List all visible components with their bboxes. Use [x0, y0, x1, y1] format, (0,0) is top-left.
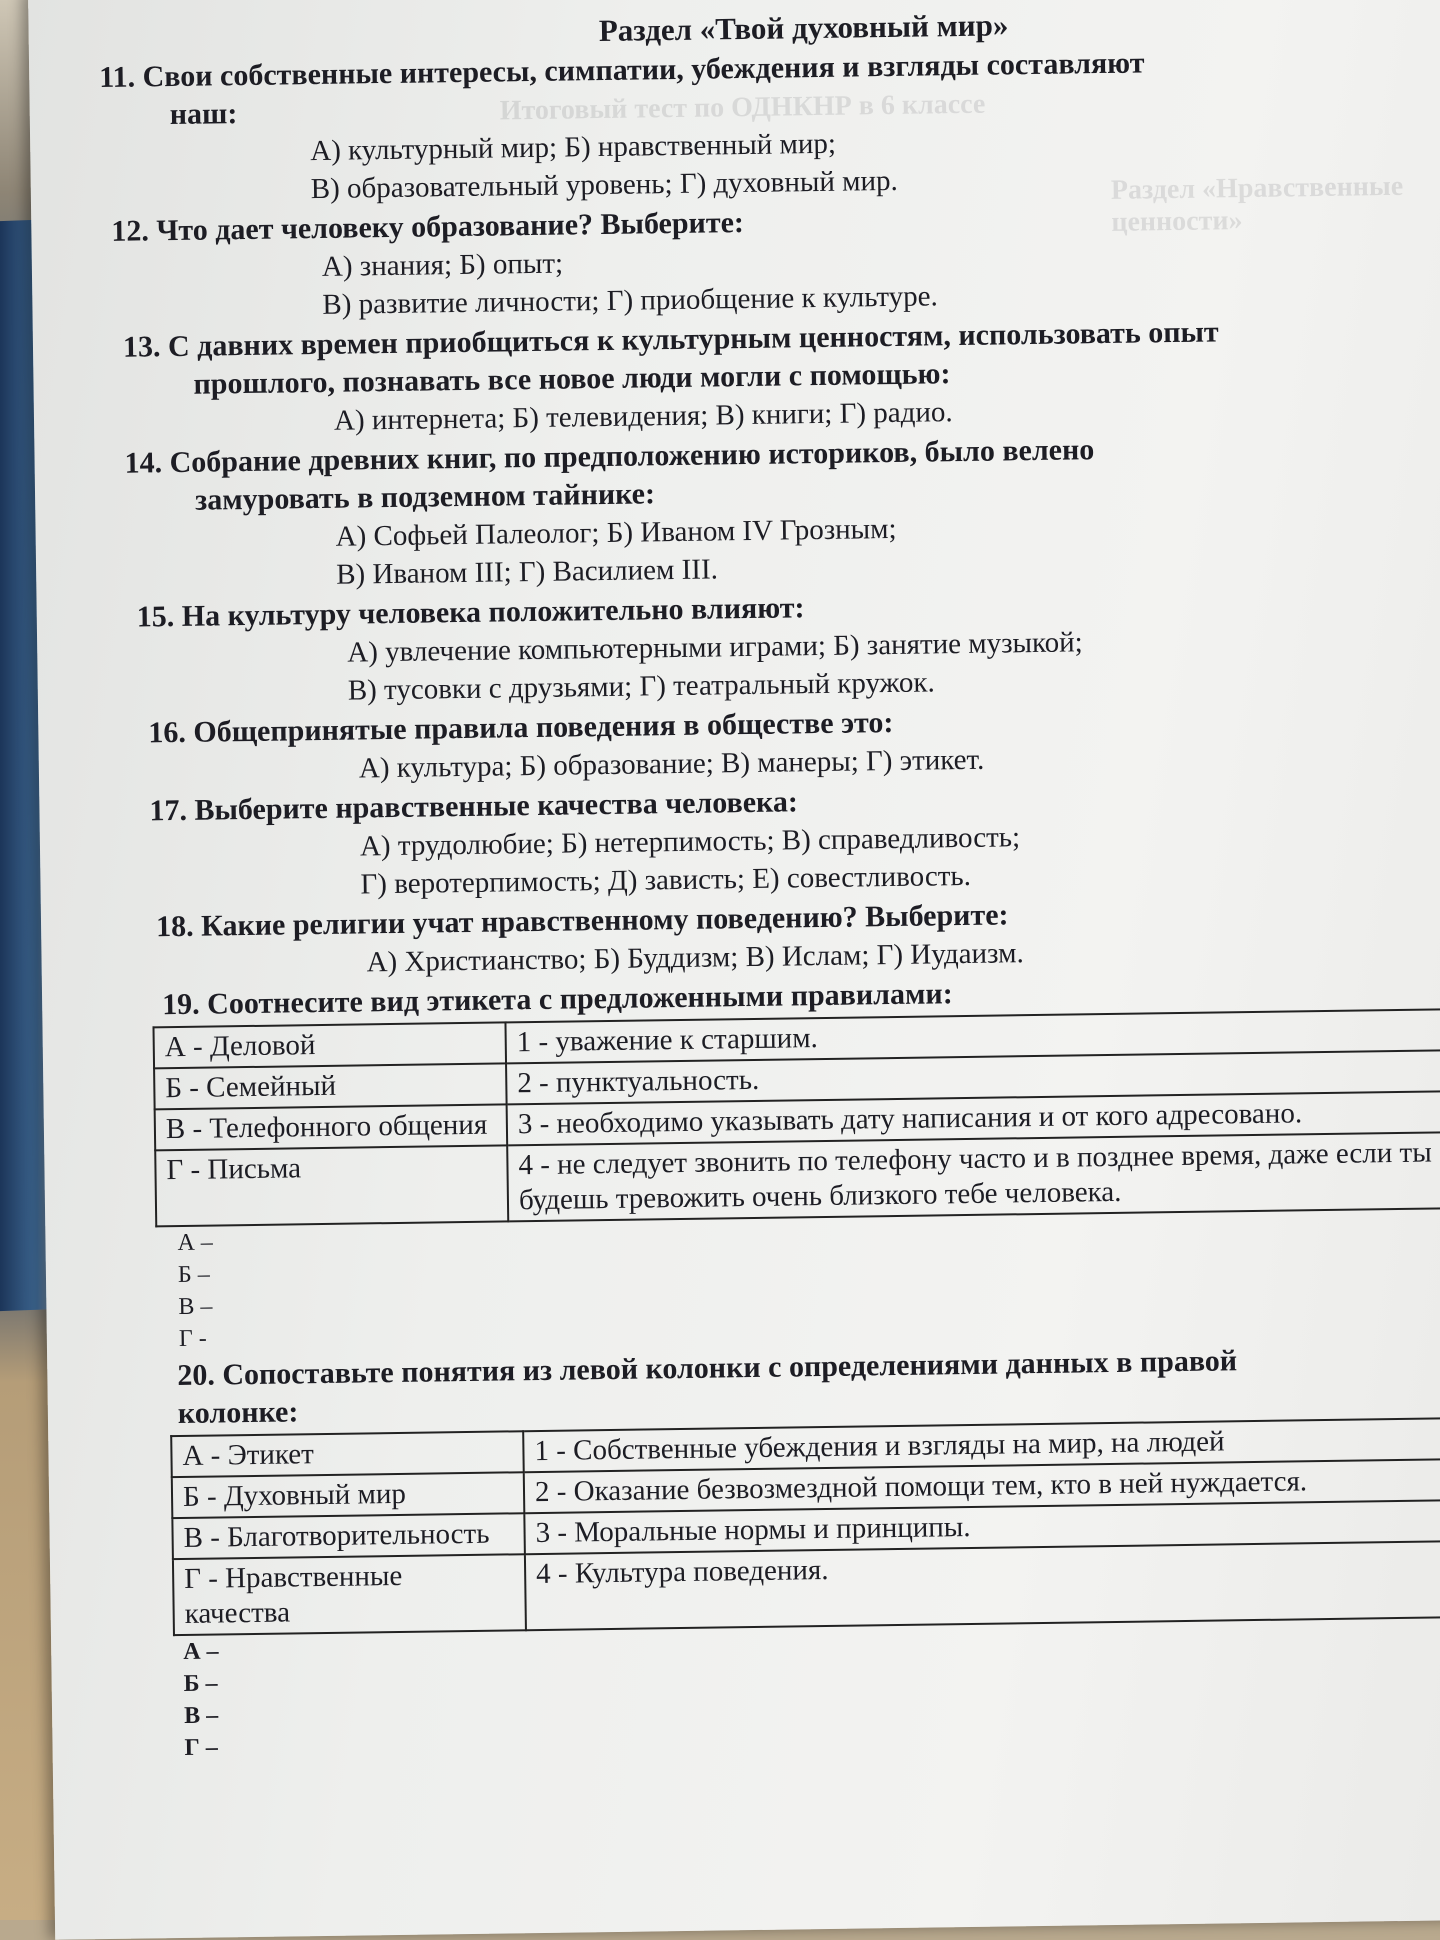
answer-options: А) знания; Б) опыт; — [321, 247, 564, 283]
answer-lines-20 — [121, 1618, 1440, 1765]
right-cell: 2 - пунктуальность. — [506, 1050, 1440, 1104]
left-cell: Г - Нравственные качества — [173, 1554, 526, 1635]
matching-table-19 — [152, 1008, 1440, 1227]
answer-line[interactable]: А – — [183, 1638, 219, 1665]
question-text: Сопоставьте понятия из левой колонки с определениями данных в правой — [222, 1344, 1238, 1392]
right-cell: 1 - уважение к старшим. — [505, 1009, 1440, 1063]
bleed-through-heading: Раздел «Нравственные ценности» — [1110, 170, 1404, 238]
question-block — [101, 194, 1432, 327]
answer-options: В) Иваном III; Г) Василием III. — [335, 553, 719, 591]
answer-options: В) развитие личности; Г) приобщение к культуре. — [322, 280, 938, 321]
question-text-cont: прошлого, познавать все новое люди могли с помощью: — [193, 357, 951, 401]
left-cell: В - Благотворительность — [172, 1513, 525, 1559]
question-number: 19. — [161, 987, 200, 1022]
answer-line[interactable]: Г – — [184, 1734, 219, 1761]
question-text: Какие религии учат нравственному поведению? Выберите: — [200, 898, 1009, 943]
answer-options: А) Софьей Палеолог; Б) Иваном IV Грозным; — [335, 512, 897, 553]
question-block — [99, 40, 1431, 211]
question-text-cont: колонке: — [177, 1395, 299, 1431]
answer-options: А) увлечение компьютерными играми; Б) занятие музыкой; — [347, 626, 1083, 669]
question-block — [104, 426, 1436, 597]
question-number: 15. — [136, 600, 175, 634]
question-text: Соотнесите вид этикета с предложенными правилами: — [206, 977, 953, 1021]
answer-options: А) культура; Б) образование; В) манеры; Г) этикет. — [358, 743, 985, 785]
question-number: 18. — [155, 909, 194, 944]
question-text: Собрание древних книг, по предположению историков, было велено — [169, 433, 1095, 480]
question-text-cont: замуровать в подземном тайнике: — [194, 477, 656, 517]
answer-options: А) культурный мир; Б) нравственный мир; — [310, 127, 837, 168]
answer-options: В) образовательный уровень; Г) духовный мир. — [310, 164, 898, 206]
right-cell: 3 - Моральные нормы и принципы. — [524, 1500, 1440, 1554]
question-block — [107, 580, 1438, 713]
question-number: 20. — [177, 1358, 216, 1393]
matching-table-20 — [170, 1417, 1440, 1636]
question-text: Что дает человеку образование? Выберите: — [156, 206, 745, 248]
answer-line[interactable]: А – — [177, 1229, 214, 1257]
answer-options: А) Христианство; Б) Буддизм; В) Ислам; Г) Иудаизм. — [366, 937, 1024, 979]
question-text: Общепринятые правила поведения в обществе это: — [193, 705, 894, 749]
bleed-through-title: Итоговый тест по ОДНКНР в 6 классе — [499, 88, 986, 127]
question-text: На культуру человека положительно влияют: — [181, 591, 805, 633]
right-cell: 3 - необходимо указывать дату написания и от кого адресовано. — [507, 1091, 1440, 1145]
answer-line[interactable]: Г - — [178, 1325, 207, 1353]
left-cell: В - Телефонного общения — [155, 1104, 508, 1150]
section-title: Раздел «Твой духовный мир» — [598, 7, 1009, 49]
answer-lines-19 — [115, 1209, 1440, 1356]
question-text: Выберите нравственные качества человека: — [194, 785, 799, 827]
test-sheet — [28, 0, 1440, 1940]
answer-line[interactable]: Б – — [177, 1261, 210, 1289]
question-list — [99, 40, 1440, 984]
question-text: Свои собственные интересы, симпатии, убеждения и взгляды составляют — [142, 46, 1145, 94]
question-number: 16. — [148, 715, 187, 750]
right-cell: 2 - Оказание безвозмездной помощи тем, кто в ней нуждается. — [524, 1459, 1440, 1513]
question-20 — [117, 1339, 1440, 1765]
question-number: 12. — [111, 214, 150, 248]
question-19 — [112, 968, 1440, 1356]
question-text: С давних времен приобщиться к культурным ценностям, использовать опыт — [167, 315, 1219, 364]
question-number: 11. — [98, 60, 136, 95]
sheet-content — [98, 0, 1440, 1766]
question-block — [103, 310, 1434, 443]
answer-line[interactable]: В – — [183, 1702, 219, 1729]
right-cell: 1 - Собственные убеждения и взгляды на мир, на людей — [523, 1418, 1440, 1472]
right-cell: 4 - не следует звонить по телефону часто и в позднее время, даже если ты будешь тревожить очень близкого тебе человека. — [507, 1132, 1440, 1221]
question-number: 14. — [124, 446, 163, 480]
question-text-cont: наш: — [169, 97, 238, 132]
left-cell: А - Деловой — [153, 1022, 506, 1068]
answer-options: А) интернета; Б) телевидения; В) книги; Г) радио. — [333, 396, 953, 437]
question-number: 17. — [149, 793, 188, 828]
left-cell: Б - Семейный — [154, 1063, 507, 1109]
answer-options: А) трудолюбие; Б) нетерпимость; В) справедливость; — [359, 821, 1021, 863]
left-cell: Б - Духовный мир — [172, 1472, 525, 1518]
question-number: 13. — [122, 330, 161, 364]
answer-options: Г) веротерпимость; Д) зависть; Е) совестливость. — [360, 859, 972, 901]
answer-line[interactable]: Б – — [183, 1670, 218, 1697]
right-cell: 4 - Культура поведения. — [525, 1541, 1440, 1630]
answer-options: В) тусовки с друзьями; Г) театральный кружок. — [347, 666, 935, 707]
left-cell: А - Этикет — [171, 1431, 524, 1477]
question-block — [109, 774, 1440, 907]
left-cell: Г - Письма — [155, 1145, 508, 1226]
answer-line[interactable]: В – — [178, 1293, 213, 1321]
